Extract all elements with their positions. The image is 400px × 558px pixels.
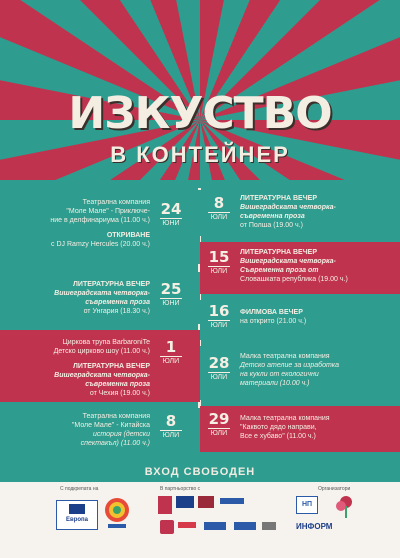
event-month: ЮЛИ xyxy=(162,432,180,439)
event-line: на открито (21.00 ч.) xyxy=(240,318,307,325)
event-text xyxy=(8,412,150,448)
event-day: 1 xyxy=(165,338,177,356)
event-day: 8 xyxy=(213,194,225,212)
partner-logo-7 xyxy=(204,522,226,530)
event-day: 25 xyxy=(160,280,182,298)
partner-logo-8 xyxy=(234,522,256,530)
event-line: Малка театрална компания xyxy=(240,353,330,360)
event-line: ние в делфинариума (11.00 ч.) xyxy=(50,217,150,224)
divider xyxy=(208,266,230,267)
event-month: ЮНИ xyxy=(162,300,180,307)
event-line: от Унгария (18.30 ч.) xyxy=(83,308,150,315)
event-text xyxy=(8,198,150,249)
event-line: ФИЛМОВА ВЕЧЕР xyxy=(240,309,303,316)
event-left-1 xyxy=(0,330,200,402)
organizer-logo-np xyxy=(296,496,318,514)
event-line: Все е хубаво" (11.00 ч.) xyxy=(240,433,316,440)
event-text xyxy=(240,352,396,388)
title-block xyxy=(0,88,400,139)
event-line: от Полша (19.00 ч.) xyxy=(240,222,303,229)
event-line: от Чехия (19.00 ч.) xyxy=(89,390,150,397)
event-day: 8 xyxy=(165,412,177,430)
partners-label: В партньорство с xyxy=(160,486,201,492)
sponsor-bar xyxy=(0,482,400,558)
event-line: Вишеградската четворка- xyxy=(240,258,336,265)
event-line: Детско цирково шоу (11.00 ч.) xyxy=(53,348,150,355)
poster-subtitle: В КОНТЕЙНЕР xyxy=(110,142,290,167)
event-line: с DJ Ramzy Hercules (20.00 ч.) xyxy=(51,241,150,248)
np-mark-icon: НП xyxy=(301,501,313,508)
event-line: Вишеградската четворка- xyxy=(54,372,150,379)
event-line: Детско ателие за изработка xyxy=(240,362,340,369)
inform-logo: ИНФОРМ xyxy=(296,522,333,531)
divider xyxy=(208,372,230,373)
event-line: ЛИТЕРАТУРНА ВЕЧЕР xyxy=(240,195,317,202)
partner-logo-2 xyxy=(176,496,194,508)
organizers-label: Организатори xyxy=(318,486,351,492)
event-text xyxy=(8,280,150,316)
event-right-29 xyxy=(200,406,400,452)
event-text xyxy=(240,308,396,326)
event-line: Театрална компания xyxy=(82,199,150,206)
event-line: спектакъл) (11.00 ч.) xyxy=(80,440,150,447)
event-line: съвременна проза xyxy=(240,213,305,220)
eu-flag-icon xyxy=(69,504,85,514)
event-left-24 xyxy=(0,190,200,264)
event-line: ЛИТЕРАТУРНА ВЕЧЕР xyxy=(240,249,317,256)
event-left-8 xyxy=(0,408,200,456)
divider xyxy=(160,298,182,299)
divider xyxy=(160,218,182,219)
event-text xyxy=(240,194,396,230)
event-right-8 xyxy=(200,190,400,236)
event-right-16 xyxy=(200,300,400,340)
partner-logo-4 xyxy=(220,498,244,504)
event-text xyxy=(240,248,396,284)
event-month: ЮНИ xyxy=(162,220,180,227)
event-day: 15 xyxy=(208,248,230,266)
partner-logo-5 xyxy=(160,520,174,534)
event-left-25 xyxy=(0,272,200,324)
event-line: Циркова трупа BarbaroniTe xyxy=(62,339,150,346)
support-label: С подкрепата на xyxy=(60,486,99,492)
event-line: на кукли от екологични xyxy=(240,371,319,378)
event-right-28 xyxy=(200,346,400,400)
event-text xyxy=(240,414,396,441)
event-month: ЮЛИ xyxy=(210,268,228,275)
event-day: 28 xyxy=(208,354,230,372)
event-month: ЮЛИ xyxy=(210,322,228,329)
event-line: ОТКРИВАНЕ xyxy=(106,232,150,239)
event-line: ЛИТЕРАТУРНА ВЕЧЕР xyxy=(73,363,150,370)
europa-logo-text: Европа xyxy=(66,517,88,523)
divider xyxy=(208,428,230,429)
event-line: съвременна проза xyxy=(85,299,150,306)
event-line: "Моле Мале" - Приключе- xyxy=(66,208,150,215)
partner-logo-9 xyxy=(262,522,276,530)
event-line: ЛИТЕРАТУРНА ВЕЧЕР xyxy=(73,281,150,288)
event-line: Малка театрална компания xyxy=(240,415,330,422)
free-entry-label: ВХОД СВОБОДЕН xyxy=(144,466,256,478)
event-month: ЮЛИ xyxy=(210,374,228,381)
event-line: Съвременна проза от xyxy=(240,267,319,274)
event-text xyxy=(8,338,150,398)
partner-logo-3 xyxy=(198,496,214,508)
partner-logo-6 xyxy=(178,522,196,528)
event-month: ЮЛИ xyxy=(210,430,228,437)
organizer-logo-flower xyxy=(332,492,360,520)
event-line: Вишеградската четворка- xyxy=(240,204,336,211)
event-day: 24 xyxy=(160,200,182,218)
divider xyxy=(160,356,182,357)
poster-title: ИЗКУСТВО xyxy=(68,88,332,139)
event-right-15 xyxy=(200,242,400,294)
municipality-logo xyxy=(102,496,132,532)
event-line: материали (10.00 ч.) xyxy=(240,380,310,387)
partner-logo-1 xyxy=(158,496,172,514)
event-line: Театрална компания xyxy=(82,413,150,420)
event-line: Вишеградската четворка- xyxy=(54,290,150,297)
event-month: ЮЛИ xyxy=(210,214,228,221)
divider xyxy=(208,320,230,321)
event-line: история (детски xyxy=(93,431,150,438)
divider xyxy=(208,212,230,213)
event-line: Словашката република (19.00 ч.) xyxy=(240,276,348,283)
event-line: съвременна проза xyxy=(85,381,150,388)
event-day: 29 xyxy=(208,410,230,428)
divider xyxy=(160,430,182,431)
event-month: ЮЛИ xyxy=(162,358,180,365)
europa-logo xyxy=(56,500,98,530)
event-day: 16 xyxy=(208,302,230,320)
event-line: "Моле Мале" - Китайска xyxy=(71,422,150,429)
event-line: "Каквото дядо направи, xyxy=(240,424,317,431)
